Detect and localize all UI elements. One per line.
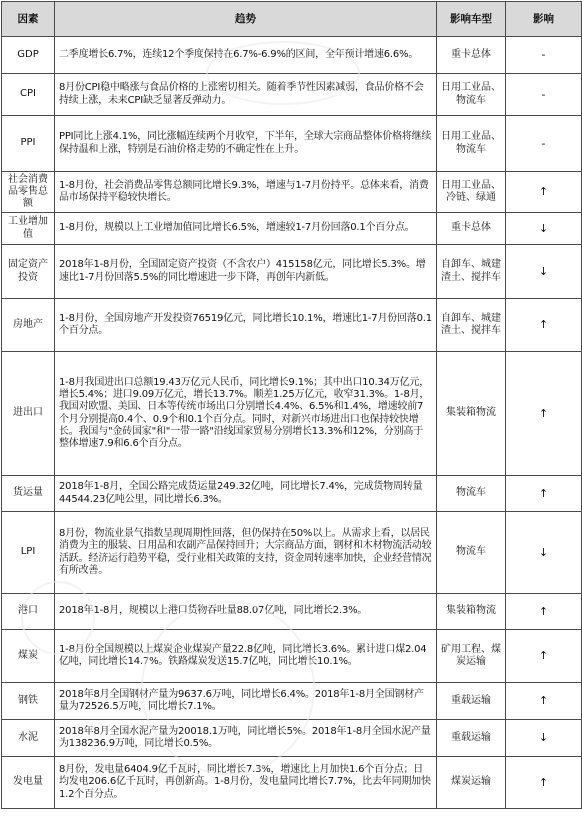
vehicle-cell: 集装箱物流 — [437, 352, 506, 476]
table-row — [2, 594, 582, 630]
table-row — [2, 720, 582, 757]
factor-cell: 进出口 — [2, 352, 55, 476]
table-row — [2, 74, 582, 116]
factor-cell: 房地产 — [2, 299, 55, 352]
factor-cell: LPI — [2, 512, 55, 594]
impact-cell: ↑ — [506, 476, 582, 512]
vehicle-cell: 物流车 — [437, 512, 506, 594]
table-row — [2, 512, 582, 594]
table-row — [2, 352, 582, 476]
table-row — [2, 757, 582, 809]
trend-cell: 8月份CPI稳中略涨与食品价格的上涨密切相关。随着季节性因素减弱，食品价格不会持续上涨，未来CPI缺乏显著反弹动力。 — [55, 74, 437, 116]
header-row — [2, 2, 582, 37]
header-factor: 因素 — [2, 2, 55, 37]
trend-cell: 2018年8月全国钢材产量为9637.6万吨，同比增长6.4%。2018年1-8月全国钢材产量为72526.5万吨，同比增长7.1%。 — [55, 683, 437, 720]
table-row — [2, 683, 582, 720]
impact-cell: ↑ — [506, 757, 582, 809]
vehicle-cell: 自卸车、城建渣土、搅拌车 — [437, 299, 506, 352]
table-row — [2, 116, 582, 172]
vehicle-cell: 集装箱物流 — [437, 594, 506, 630]
header-impact: 影响 — [506, 2, 582, 37]
vehicle-cell: 重载运输 — [437, 683, 506, 720]
table-row — [2, 245, 582, 299]
table-row — [2, 476, 582, 512]
impact-cell: ↑ — [506, 683, 582, 720]
header-trend: 趋势 — [55, 2, 437, 37]
impact-cell: ↓ — [506, 512, 582, 594]
trend-cell: 2018年1-8月份，全国固定资产投资（不含农户）415158亿元，同比增长5.3%。增速比1-7月份回落5.5%的同比增速进一步下降，再创年内新低。 — [55, 245, 437, 299]
vehicle-cell: 物流车 — [437, 476, 506, 512]
factor-cell: 水泥 — [2, 720, 55, 757]
impact-cell: ↓ — [506, 213, 582, 245]
trend-cell: 2018年1-8月，全国公路完成货运量249.32亿吨，同比增长7.4%，完成货物周转量44544.23亿吨公里，同比增长6.3%。 — [55, 476, 437, 512]
impact-cell: - — [506, 37, 582, 74]
vehicle-cell: 日用工业品、冷链、绿通 — [437, 172, 506, 213]
factor-cell: 固定资产投资 — [2, 245, 55, 299]
vehicle-cell: 重载运输 — [437, 720, 506, 757]
impact-cell: ↑ — [506, 594, 582, 630]
factor-cell: 工业增加值 — [2, 213, 55, 245]
factor-cell: 发电量 — [2, 757, 55, 809]
impact-cell: ↑ — [506, 352, 582, 476]
trend-cell: 1-8月份，全国房地产开发投资76519亿元，同比增长10.1%，增速比1-7月份回落0.1个百分点。 — [55, 299, 437, 352]
trend-cell: PPI同比上涨4.1%，同比涨幅连续两个月收窄，下半年，全球大宗商品整体价格将继续保持温和上涨，特别是石油价格走势的不确定性在上升。 — [55, 116, 437, 172]
table-row — [2, 630, 582, 683]
table-row — [2, 172, 582, 213]
impact-cell: ↑ — [506, 299, 582, 352]
trend-cell: 8月份，物流业景气指数呈现周期性回落，但仍保持在50%以上。从需求上看，以居民消费为主的服装、日用品和农副产品保持回升；大宗商品方面，钢材和木材物流活动较活跃。经济运行趋势平稳，受行业相关政策的支持，资金周转速率加快，企业经营情况有所改善。 — [55, 512, 437, 594]
factor-impact-table — [1, 1, 582, 809]
vehicle-cell: 重卡总体 — [437, 213, 506, 245]
page — [1, 1, 581, 818]
trend-cell: 2018年8月全国水泥产量为20018.1万吨，同比增长5%。2018年1-8月全国水泥产量为138236.9万吨，同比增长0.5%。 — [55, 720, 437, 757]
table-row — [2, 213, 582, 245]
factor-cell: GDP — [2, 37, 55, 74]
trend-cell: 1-8月份，社会消费品零售总额同比增长9.3%，增速与1-7月份持平。总体来看，消费品市场保持平稳较快增长。 — [55, 172, 437, 213]
impact-cell: ↓ — [506, 245, 582, 299]
factor-cell: 货运量 — [2, 476, 55, 512]
factor-cell: 煤炭 — [2, 630, 55, 683]
factor-cell: 社会消费品零售总额 — [2, 172, 55, 213]
trend-cell: 1-8月我国进出口总额19.43万亿元人民币，同比增长9.1%；其中出口10.34万亿元，增长5.4%；进口9.09万亿元，增长13.7%。顺差1.25万亿元，收窄31.3%。1-8月，我国对欧盟、美国、日本等传统市场出口分别增长4.4%、6.5%和1.4%，增速较前7个月分别提高0.4个、0.9个和0.1个百分点。同时，对新兴市场进出口也保持较快增长。我国与"金砖国家"和"一带一路"沿线国家贸易分别增长13.3%和12%，分别高于整体增速7.9和6.6个百分点。 — [55, 352, 437, 476]
factor-cell: 钢铁 — [2, 683, 55, 720]
vehicle-cell: 日用工业品、物流车 — [437, 74, 506, 116]
trend-cell: 8月份，发电量6404.9亿千瓦时，同比增长7.3%，增速比上月加快1.6个百分点；日均发电206.6亿千瓦时，再创新高。1-8月份，发电量同比增长7.7%，比去年同期加快1.2个百分点。 — [55, 757, 437, 809]
vehicle-cell: 重卡总体 — [437, 37, 506, 74]
table-row — [2, 299, 582, 352]
impact-cell: ↑ — [506, 630, 582, 683]
vehicle-cell: 日用工业品、物流车 — [437, 116, 506, 172]
vehicle-cell: 矿用工程、煤炭运输 — [437, 630, 506, 683]
trend-cell: 二季度增长6.7%，连续12个季度保持在6.7%-6.9%的区间，全年预计增速6.6%。 — [55, 37, 437, 74]
impact-cell: ↓ — [506, 720, 582, 757]
trend-cell: 2018年1-8月，规模以上港口货物吞吐量88.07亿吨，同比增长2.3%。 — [55, 594, 437, 630]
vehicle-cell: 煤炭运输 — [437, 757, 506, 809]
impact-cell: - — [506, 74, 582, 116]
trend-cell: 1-8月份，规模以上工业增加值同比增长6.5%，增速较1-7月份回落0.1个百分点。 — [55, 213, 437, 245]
trend-cell: 1-8月份全国规模以上煤炭企业煤炭产量22.8亿吨，同比增长3.6%。累计进口煤2.04亿吨，同比增长14.7%。铁路煤炭发送15.7亿吨，同比增长10.1%。 — [55, 630, 437, 683]
vehicle-cell: 自卸车、城建渣土、搅拌车 — [437, 245, 506, 299]
factor-cell: PPI — [2, 116, 55, 172]
factor-cell: CPI — [2, 74, 55, 116]
header-vehicle: 影响车型 — [437, 2, 506, 37]
factor-cell: 港口 — [2, 594, 55, 630]
impact-cell: - — [506, 116, 582, 172]
table-row — [2, 37, 582, 74]
impact-cell: ↑ — [506, 172, 582, 213]
